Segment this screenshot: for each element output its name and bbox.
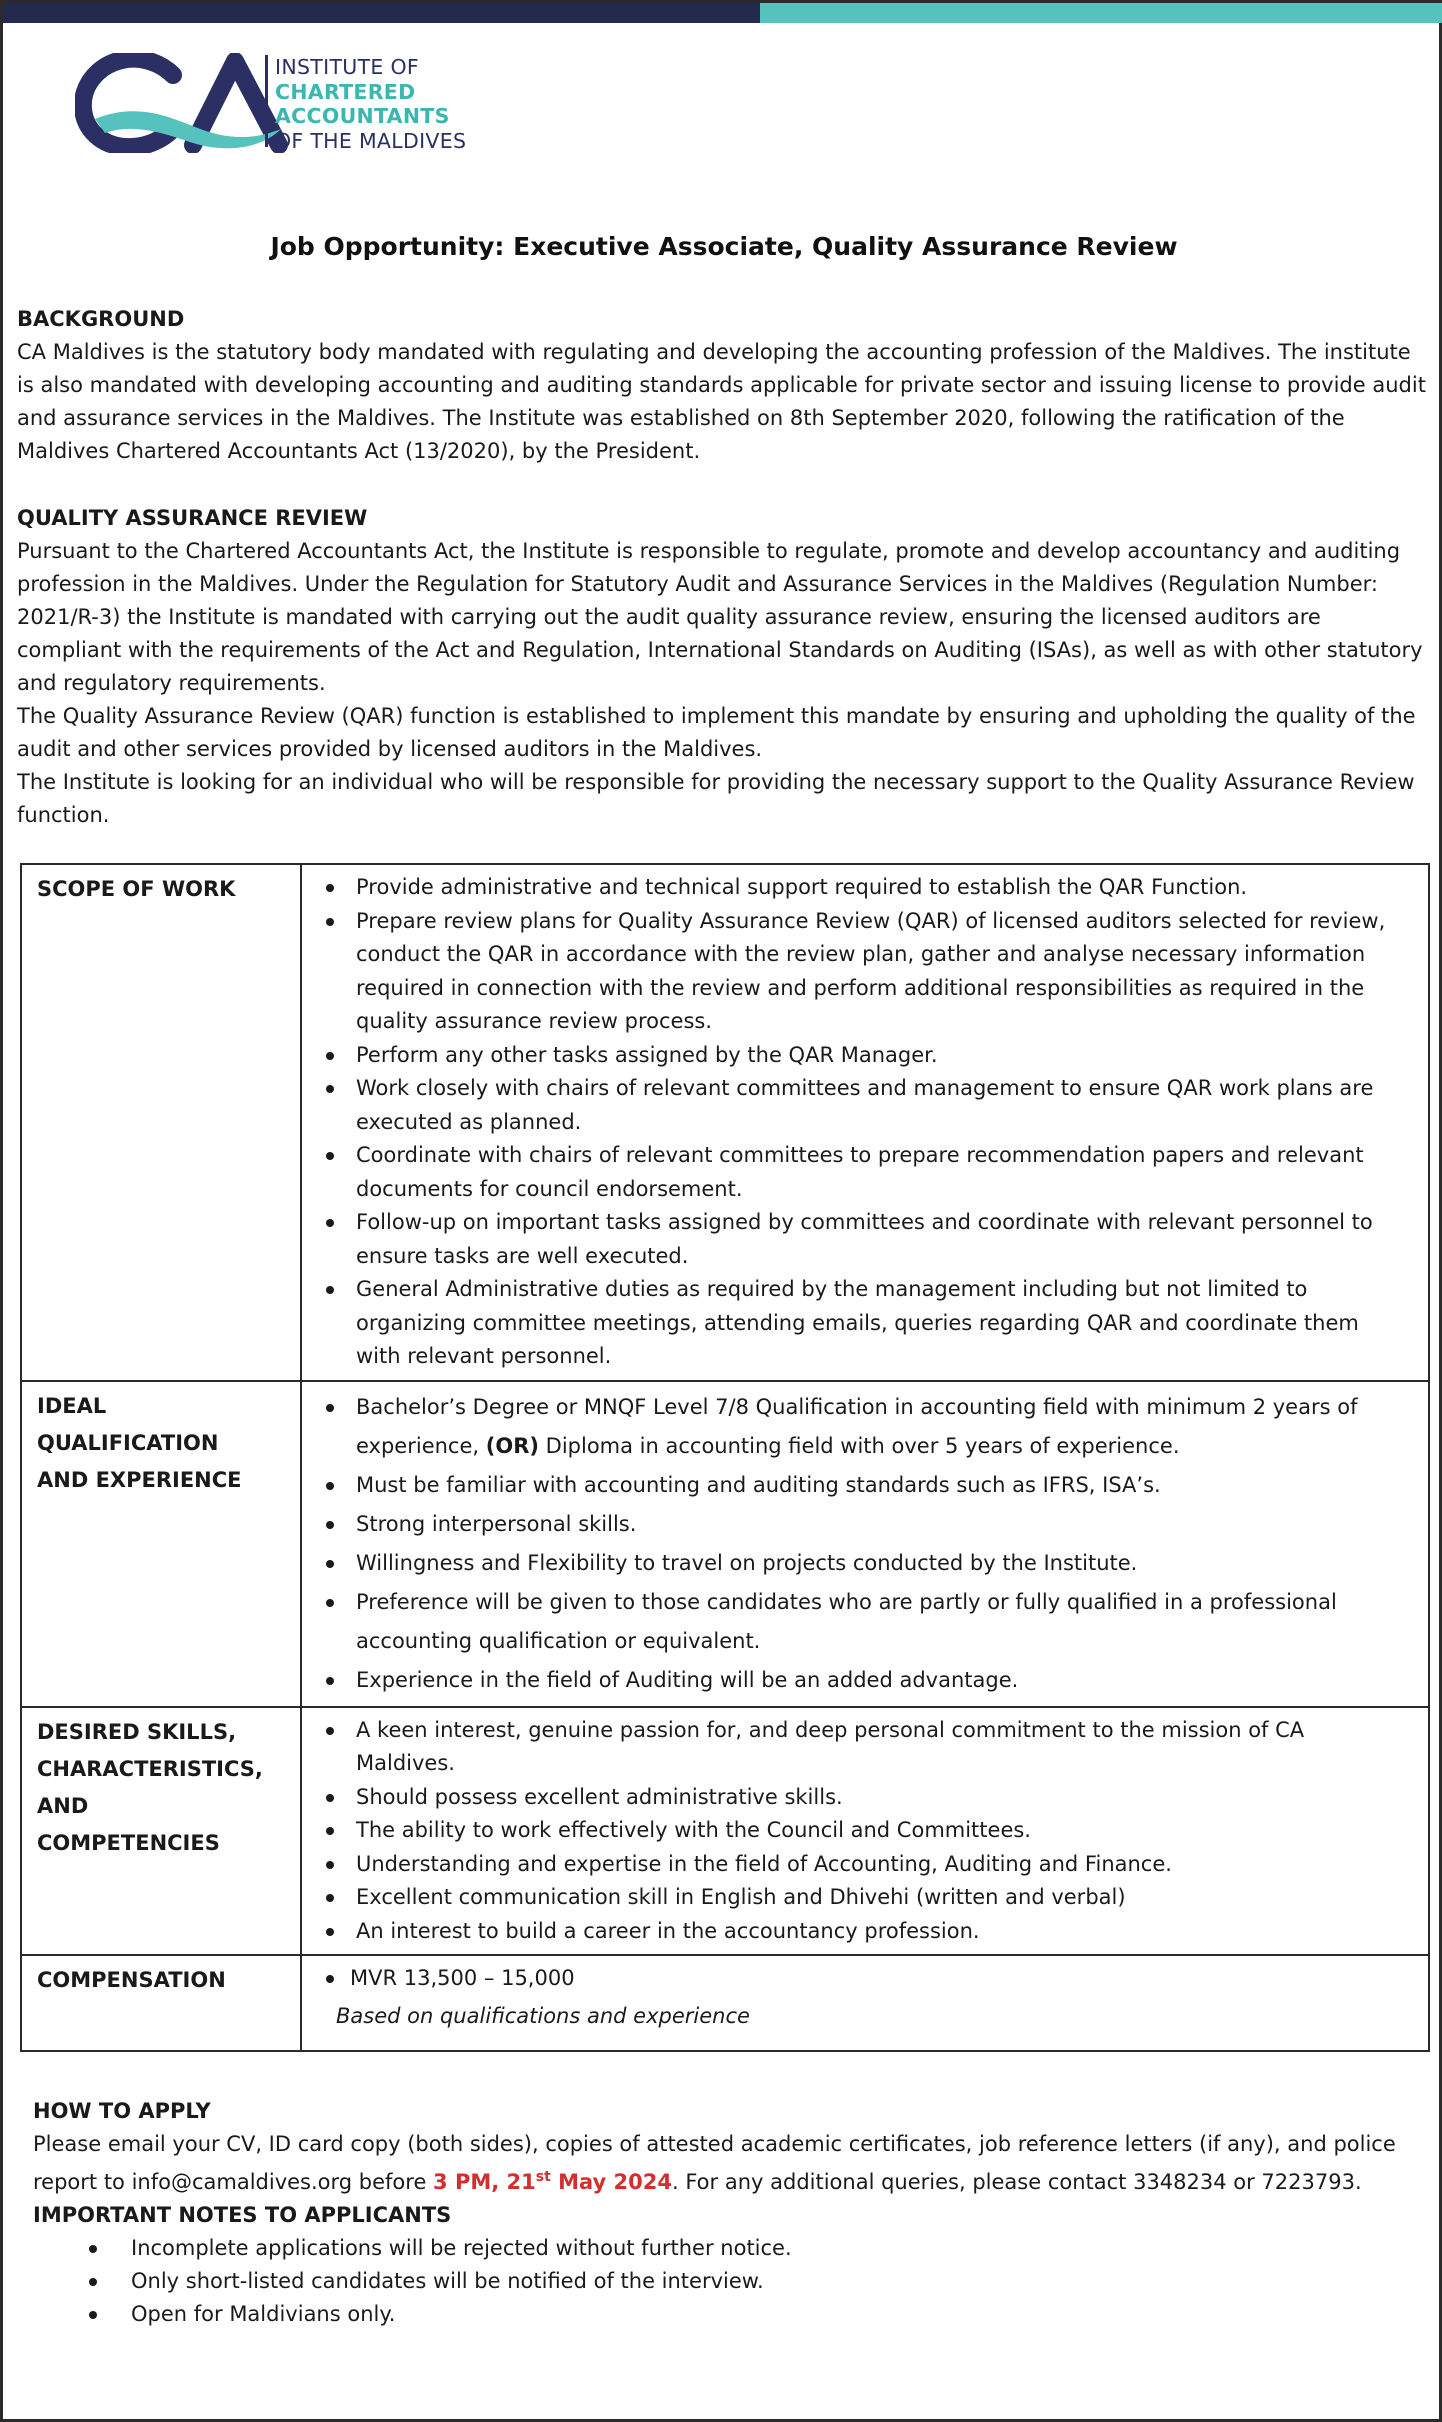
qualification-content	[301, 1381, 1429, 1707]
skills-label-line: COMPETENCIES	[37, 1830, 220, 1855]
qualification-label-line: IDEAL	[37, 1393, 107, 1418]
deadline-suffix: st	[535, 2169, 551, 2185]
deadline-text: May 2024	[550, 2170, 672, 2194]
list-item: Work closely with chairs of relevant committees and management to ensure QAR work plans are executed as planned.	[322, 1072, 1388, 1139]
top-bar-teal	[760, 3, 1442, 23]
list-item: Understanding and expertise in the field of Accounting, Auditing and Finance.	[322, 1848, 1388, 1882]
qualification-text: Diploma in accounting field with over 5 years of experience.	[538, 1433, 1180, 1458]
deadline-text: 3 PM, 21	[433, 2170, 536, 2194]
how-to-apply-heading: HOW TO APPLY	[33, 2099, 211, 2123]
list-item: Only short-listed candidates will be notified of the interview.	[33, 2265, 1428, 2298]
compensation-list	[322, 1962, 1388, 1996]
list-item: Strong interpersonal skills.	[322, 1505, 1388, 1544]
background-text: CA Maldives is the statutory body mandated with regulating and developing the accounting profession of the Maldives. The institute is also mandated with developing accounting and auditing standards applicable for private sector and issuing license to provide audit and assurance services in the Maldives. The Institute was established on 8th September 2020, following the ratification of the Maldives Chartered Accountants Act (13/2020), by the President.	[17, 340, 1426, 463]
compensation-label: COMPENSATION	[21, 1955, 301, 2051]
skills-row	[21, 1707, 1429, 1956]
list-item: The ability to work effectively with the Council and Committees.	[322, 1814, 1388, 1848]
skills-label-line: CHARACTERISTICS,	[37, 1756, 263, 1781]
list-item: General Administrative duties as required by the management including but not limited to organizing committee meetings, attending emails, queries regarding QAR and coordinate them with relevant personnel.	[322, 1273, 1388, 1374]
job-details-table	[20, 863, 1430, 2052]
logo-line-1: INSTITUTE OF	[275, 55, 420, 79]
list-item: Preference will be given to those candidates who are partly or fully qualified in a professional accounting qualification or equivalent.	[322, 1583, 1388, 1661]
page-title: Job Opportunity: Executive Associate, Quality Assurance Review	[270, 232, 1178, 261]
skills-label	[21, 1707, 301, 1956]
background-section	[17, 303, 1431, 468]
list-item: Open for Maldivians only.	[33, 2298, 1428, 2331]
how-to-apply-text	[33, 2128, 1428, 2199]
application-deadline	[433, 2170, 672, 2194]
qualification-label-line: QUALIFICATION	[37, 1430, 219, 1455]
qar-paragraph-1: Pursuant to the Chartered Accountants Act, the Institute is responsible to regulate, promote and develop accountancy and auditing profession in the Maldives. Under the Regulation for Statutory Audit and Assurance Services in the Maldives (Regulation Number: 2021/R-3) the Institute is mandated with carrying out the audit quality assurance review, ensuring the licensed auditors are compliant with the requirements of the Act and Regulation, International Standards on Auditing (ISAs), as well as with other statutory and regulatory requirements.	[17, 539, 1423, 695]
notes-list	[33, 2232, 1428, 2331]
list-item	[322, 1388, 1388, 1466]
skills-list	[322, 1714, 1388, 1949]
list-item: Must be familiar with accounting and auditing standards such as IFRS, ISA’s.	[322, 1466, 1388, 1505]
compensation-content	[301, 1955, 1429, 2051]
top-bar-navy	[3, 3, 760, 23]
qar-paragraph-3: The Institute is looking for an individual who will be responsible for providing the necessary support to the Quality Assurance Review function.	[17, 770, 1415, 827]
apply-text-part: Please email your CV, ID card copy (both sides), copies of attested academic certificates, job reference letters (if any), and police report to info@camaldives.org before	[33, 2132, 1396, 2194]
list-item: Follow-up on important tasks assigned by committees and coordinate with relevant personnel to ensure tasks are well executed.	[322, 1206, 1388, 1273]
apply-text-part: . For any additional queries, please contact 3348234 or 7223793.	[672, 2170, 1362, 2194]
compensation-note: Based on qualifications and experience	[336, 2003, 750, 2028]
qualification-text: Bachelor’s Degree or MNQF Level 7/8 Qualification in accounting field with minimum 2 years of experience,	[356, 1394, 1358, 1458]
or-emphasis: (OR)	[485, 1433, 539, 1458]
scope-row	[21, 864, 1429, 1381]
scope-list	[322, 871, 1388, 1374]
logo-line-4: OF THE MALDIVES	[275, 128, 467, 153]
logo-line-2: CHARTERED	[275, 79, 416, 104]
list-item: Perform any other tasks assigned by the QAR Manager.	[322, 1039, 1388, 1073]
scope-content	[301, 864, 1429, 1381]
top-color-bar	[3, 3, 1442, 23]
compensation-row	[21, 1955, 1429, 2051]
notes-heading: IMPORTANT NOTES TO APPLICANTS	[33, 2203, 452, 2227]
list-item: Experience in the field of Auditing will be an added advantage.	[322, 1661, 1388, 1700]
list-item: Incomplete applications will be rejected without further notice.	[33, 2232, 1428, 2265]
logo-wordmark	[275, 55, 466, 153]
logo-line-3: ACCOUNTANTS	[275, 104, 450, 128]
list-item: A keen interest, genuine passion for, and deep personal commitment to the mission of CA Maldives.	[322, 1714, 1388, 1781]
background-heading: BACKGROUND	[17, 307, 185, 331]
list-item: Provide administrative and technical support required to establish the QAR Function.	[322, 871, 1388, 905]
list-item: Should possess excellent administrative skills.	[322, 1781, 1388, 1815]
how-to-apply-section	[33, 2095, 1428, 2331]
qar-heading: QUALITY ASSURANCE REVIEW	[17, 506, 368, 530]
qualification-label-line: AND EXPERIENCE	[37, 1467, 242, 1492]
skills-label-line: DESIRED SKILLS,	[37, 1719, 237, 1744]
list-item: Prepare review plans for Quality Assurance Review (QAR) of licensed auditors selected for review, conduct the QAR in accordance with the review plan, gather and analyse necessary information required in connection with the review and perform additional responsibilities as required in the quality assurance review process.	[322, 905, 1388, 1039]
qar-section	[17, 502, 1431, 832]
scope-label: SCOPE OF WORK	[21, 864, 301, 1381]
compensation-range: MVR 13,500 – 15,000	[322, 1962, 1388, 1996]
list-item: An interest to build a career in the accountancy profession.	[322, 1915, 1388, 1949]
qualification-row	[21, 1381, 1429, 1707]
skills-content	[301, 1707, 1429, 1956]
list-item: Coordinate with chairs of relevant committees to prepare recommendation papers and relevant documents for council endorsement.	[322, 1139, 1388, 1206]
skills-label-line: AND	[37, 1793, 89, 1818]
list-item: Excellent communication skill in English and Dhivehi (written and verbal)	[322, 1881, 1388, 1915]
list-item: Willingness and Flexibility to travel on projects conducted by the Institute.	[322, 1544, 1388, 1583]
qualification-label	[21, 1381, 301, 1707]
qualification-list	[322, 1388, 1388, 1700]
qar-paragraph-2: The Quality Assurance Review (QAR) function is established to implement this mandate by ensuring and upholding the quality of the audit and other services provided by licensed auditors in the Maldives.	[17, 704, 1416, 761]
